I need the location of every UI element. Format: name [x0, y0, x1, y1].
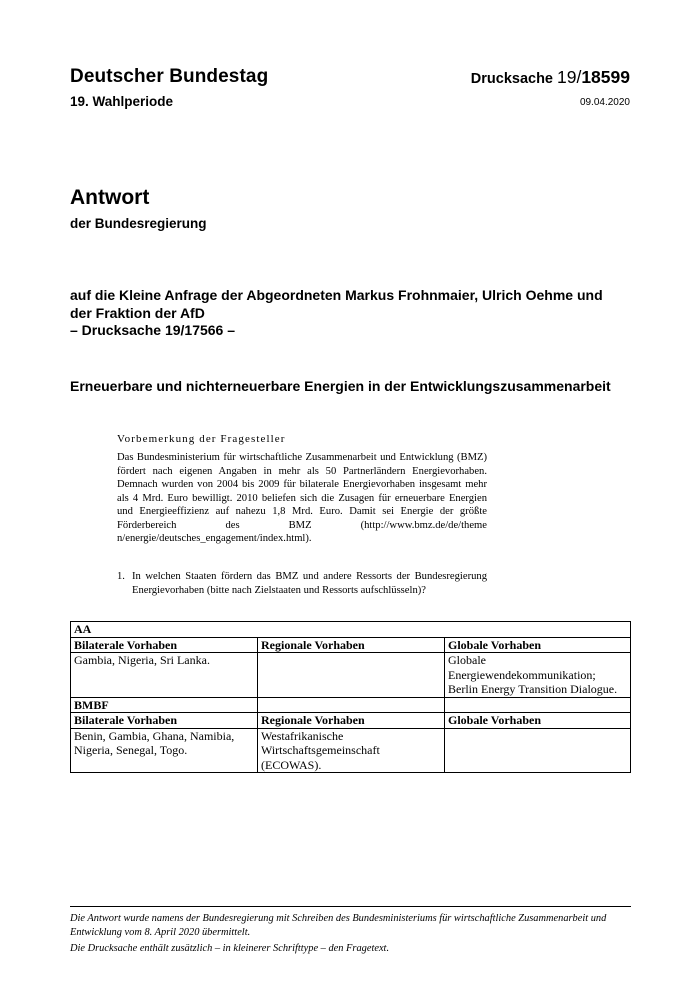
table-cell	[258, 697, 445, 713]
topic-heading: Erneuerbare und nichterneuerbare Energien in der Entwicklungszusammenarbeit	[70, 378, 611, 394]
table-row	[71, 697, 631, 713]
table-cell: Benin, Gambia, Ghana, Namibia, Nigeria, Senegal, Togo.	[71, 728, 258, 773]
header-cell: Regionale Vorhaben	[258, 713, 445, 729]
question-text: In welchen Staaten fördern das BMZ und andere Ressorts der Bundesregierung Energievorhaben (bitte nach Zielstaaten und Ressorts aufschlüsseln)?	[132, 571, 487, 596]
question-1	[117, 570, 487, 597]
header-cell: Globale Vorhaben	[445, 713, 631, 729]
footer-line-2: Die Drucksache enthält zusätzlich – in kleinerer Schrifttype – den Fragetext.	[70, 943, 390, 954]
preliminary-remark-text: Das Bundesministerium für wirtschaftliche Zusammenarbeit und Entwicklung (BMZ) fördert nach eigenen Angaben in mehr als 50 Partnerländern Energievorhaben. Demnach wurden von 2004 bis 2009 für bilaterale Energievorhaben insgesamt mehr als 4 Mrd. Euro bewilligt. 2010 beliefen sich die Zusagen für erneuerbare Energien und Energieeffizienz auf nahezu 1,8 Mrd. Euro. Damit sei Energie der größte Förderbereich des BMZ (http://www.bmz.de/de/theme n/energie/deutsches_engagement/index.html).	[117, 452, 487, 544]
document-subtitle: der Bundesregierung	[70, 216, 207, 231]
inquiry-line-2: der Fraktion der AfD	[70, 304, 205, 321]
preliminary-remark-title: Vorbemerkung der Fragesteller	[117, 433, 286, 445]
question-number: 1.	[117, 571, 125, 582]
table-row	[71, 728, 631, 773]
parliament-name: Deutscher Bundestag	[70, 66, 269, 87]
table-cell: Globale Energiewendekommunikation; Berlin Energy Transition Dialogue.	[445, 653, 631, 698]
ministry-cell: AA	[71, 622, 631, 638]
header-cell: Bilaterale Vorhaben	[71, 713, 258, 729]
drucksache-label: Drucksache	[470, 71, 553, 87]
document-date: 09.04.2020	[579, 97, 630, 108]
table-cell	[258, 653, 445, 698]
ministry-cell: BMBF	[71, 697, 258, 713]
table-row	[71, 622, 631, 638]
table-cell: Westafrikanische Wirtschaftsgemeinschaft (ECOWAS).	[258, 728, 445, 773]
drucksache-id: 18599	[581, 67, 630, 87]
drucksache-number	[471, 67, 630, 88]
footer-divider	[70, 906, 631, 907]
table-cell	[445, 697, 631, 713]
footer-line-1: Die Antwort wurde namens der Bundesregierung mit Schreiben des Bundesministeriums für wirtschaftliche Zusammenarbeit und Entwicklung vom 8. April 2020 übermittelt.	[70, 913, 607, 938]
projects-table	[70, 621, 631, 773]
table-row	[71, 713, 631, 729]
header-cell: Regionale Vorhaben	[258, 637, 445, 653]
document-title: Antwort	[70, 186, 150, 209]
table-row	[71, 653, 631, 698]
election-period: 19. Wahlperiode	[70, 94, 174, 109]
table-cell	[445, 728, 631, 773]
table-row	[71, 637, 631, 653]
inquiry-line-1: auf die Kleine Anfrage der Abgeordneten Markus Frohnmaier, Ulrich Oehme und	[70, 287, 603, 303]
inquiry-reference	[70, 287, 635, 340]
header-cell: Bilaterale Vorhaben	[71, 637, 258, 653]
drucksache-prefix: 19/	[557, 67, 582, 87]
inquiry-line-3: – Drucksache 19/17566 –	[70, 322, 236, 338]
footer-note	[70, 912, 631, 956]
header-cell: Globale Vorhaben	[445, 637, 631, 653]
table-cell: Gambia, Nigeria, Sri Lanka.	[71, 653, 258, 698]
